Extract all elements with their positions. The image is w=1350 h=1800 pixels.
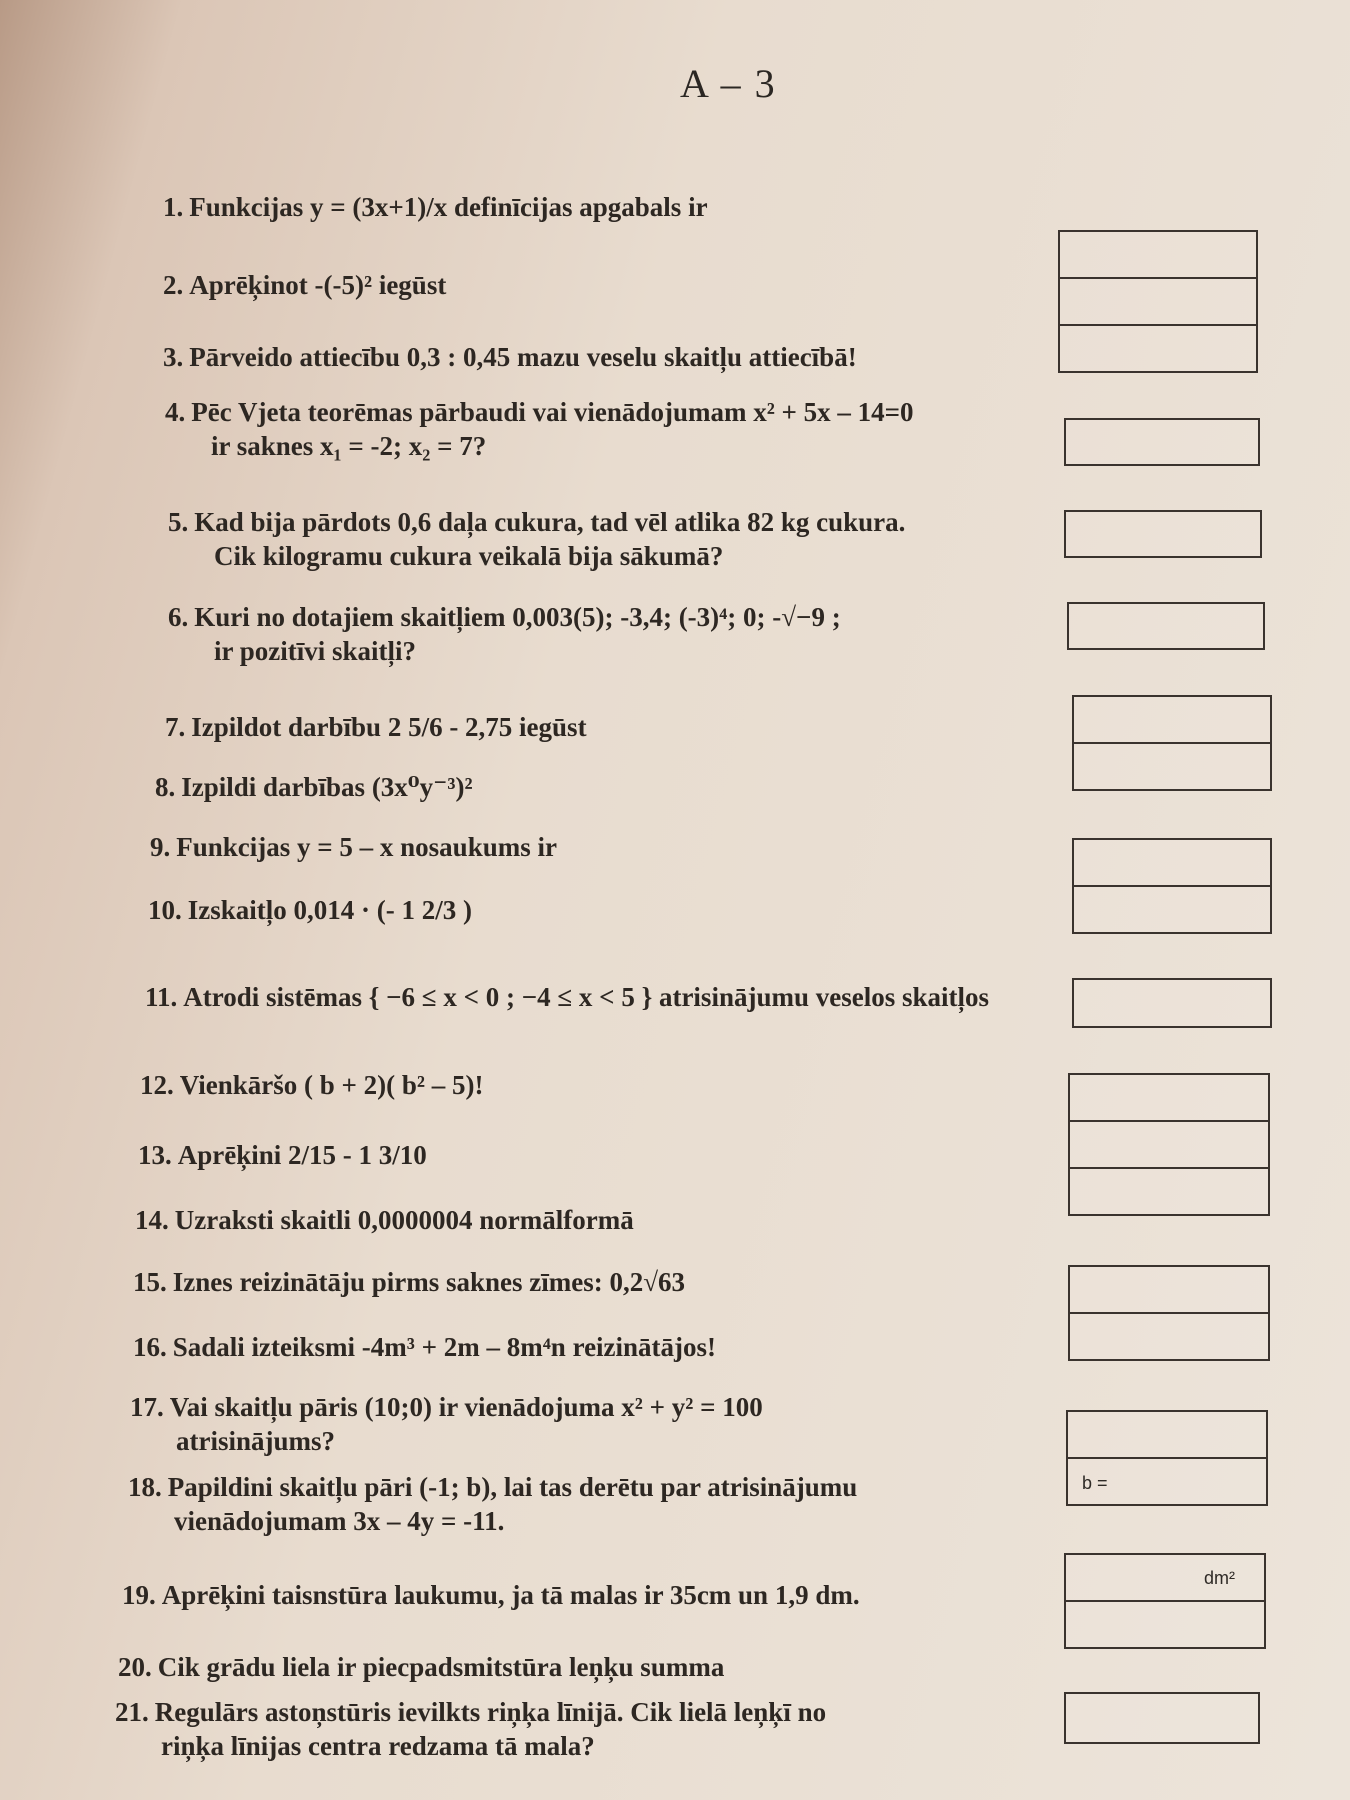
question-number: 7. xyxy=(165,712,186,742)
question-number: 12. xyxy=(140,1070,174,1100)
question-text: Funkcijas y = 5 – x nosaukums ir xyxy=(176,832,557,862)
question-text: Pēc Vjeta teorēmas pārbaudi vai vienādojumam x² + 5x – 14=0 xyxy=(191,397,914,427)
question-9 xyxy=(150,830,557,864)
answer-cell-q2[interactable] xyxy=(1060,279,1256,326)
question-text-continued: ir pozitīvi skaitļi? xyxy=(214,636,417,666)
answer-box-q7-8[interactable] xyxy=(1072,695,1272,791)
question-number: 2. xyxy=(163,270,184,300)
answer-cell-q10[interactable] xyxy=(1074,887,1270,932)
question-number: 1. xyxy=(163,192,184,222)
question-7 xyxy=(165,710,587,744)
question-5 xyxy=(168,505,905,573)
answer-cell-q14[interactable] xyxy=(1070,1169,1268,1214)
question-number: 10. xyxy=(148,895,182,925)
question-16 xyxy=(133,1330,716,1364)
question-number: 9. xyxy=(150,832,171,862)
question-text: Izskaitļo 0,014 · (- 1 2/3 ) xyxy=(187,895,472,925)
question-text-continued: Cik kilogramu cukura veikalā bija sākumā? xyxy=(214,541,724,571)
question-2 xyxy=(163,268,446,302)
question-12 xyxy=(140,1068,483,1102)
question-text: Aprēķini taisnstūra laukumu, ja tā malas ir 35cm un 1,9 dm. xyxy=(161,1580,860,1610)
question-text-continued: riņķa līnijas centra redzama tā mala? xyxy=(161,1731,595,1761)
dm2-label: dm² xyxy=(1204,1568,1235,1588)
question-20 xyxy=(118,1650,724,1684)
question-number: 17. xyxy=(130,1392,164,1422)
answer-cell-q7[interactable] xyxy=(1074,697,1270,744)
answer-box-q9-10[interactable] xyxy=(1072,838,1272,934)
answer-cell-q1[interactable] xyxy=(1060,232,1256,279)
answer-cell-q16[interactable] xyxy=(1070,1314,1268,1359)
question-number: 6. xyxy=(168,602,189,632)
page-title: A – 3 xyxy=(680,61,777,106)
answer-cell-q13[interactable] xyxy=(1070,1122,1268,1169)
answer-box-q12-14[interactable] xyxy=(1068,1073,1270,1216)
question-text: Izpildot darbību 2 5/6 - 2,75 iegūst xyxy=(191,712,587,742)
question-number: 4. xyxy=(165,397,186,427)
question-text: Regulārs astoņstūris ievilkts riņķa līnijā. Cik lielā leņķī no xyxy=(154,1697,827,1727)
question-text: Funkcijas y = (3x+1)/x definīcijas apgabals ir xyxy=(189,192,708,222)
question-14 xyxy=(135,1203,634,1237)
question-8 xyxy=(155,770,473,804)
question-3 xyxy=(163,340,857,374)
question-10 xyxy=(148,893,472,927)
question-15 xyxy=(133,1265,685,1299)
question-17 xyxy=(130,1390,763,1458)
question-number: 18. xyxy=(128,1472,162,1502)
question-text: Izpildi darbības (3x⁰y⁻³)² xyxy=(181,772,473,802)
question-4 xyxy=(165,395,914,463)
question-text: Papildini skaitļu pāri (-1; b), lai tas derētu par atrisinājumu xyxy=(167,1472,858,1502)
question-text: Uzraksti skaitli 0,0000004 normālformā xyxy=(174,1205,634,1235)
question-19 xyxy=(122,1578,860,1612)
question-number: 5. xyxy=(168,507,189,537)
question-text: Kad bija pārdots 0,6 daļa cukura, tad vēl atlika 82 kg cukura. xyxy=(194,507,906,537)
question-21 xyxy=(115,1695,826,1763)
question-18 xyxy=(128,1470,857,1538)
answer-box-q5[interactable] xyxy=(1064,510,1262,558)
answer-cell-q17[interactable] xyxy=(1068,1412,1266,1459)
question-text: Kuri no dotajiem skaitļiem 0,003(5); -3,4; (-3)⁴; 0; -√−9 ; xyxy=(194,602,841,632)
b-label: b = xyxy=(1082,1473,1108,1493)
question-1 xyxy=(163,190,708,224)
question-text-continued: vienādojumam 3x – 4y = -11. xyxy=(174,1506,505,1536)
question-number: 3. xyxy=(163,342,184,372)
question-text: Vai skaitļu pāris (10;0) ir vienādojuma x² + y² = 100 xyxy=(169,1392,763,1422)
question-text: Iznes reizinātāju pirms saknes zīmes: 0,2√63 xyxy=(172,1267,686,1297)
question-number: 13. xyxy=(138,1140,172,1170)
question-number: 15. xyxy=(133,1267,167,1297)
question-number: 19. xyxy=(122,1580,156,1610)
answer-cell-q20[interactable] xyxy=(1066,1602,1264,1647)
question-text: Atrodi sistēmas { −6 ≤ x < 0 ; −4 ≤ x < 5 } atrisinājumu veselos skaitļos xyxy=(183,982,989,1012)
question-text: Pārveido attiecību 0,3 : 0,45 mazu veselu skaitļu attiecībā! xyxy=(189,342,857,372)
answer-box-q1-3[interactable] xyxy=(1058,230,1258,373)
question-text-continued: atrisinājums? xyxy=(176,1426,336,1456)
answer-box-q4[interactable] xyxy=(1064,418,1260,466)
answer-box-q19-20[interactable] xyxy=(1064,1553,1266,1649)
answer-cell-q3[interactable] xyxy=(1060,326,1256,371)
answer-cell-q12[interactable] xyxy=(1070,1075,1268,1122)
question-text-continued: ir saknes x₁ = -2; x₂ = 7? xyxy=(211,431,487,461)
question-text: Sadali izteiksmi -4m³ + 2m – 8m⁴n reizinātājos! xyxy=(172,1332,717,1362)
question-6 xyxy=(168,600,841,668)
question-number: 8. xyxy=(155,772,176,802)
answer-box-q21[interactable] xyxy=(1064,1692,1260,1744)
question-11 xyxy=(145,980,989,1014)
question-number: 20. xyxy=(118,1652,152,1682)
question-number: 14. xyxy=(135,1205,169,1235)
question-number: 16. xyxy=(133,1332,167,1362)
answer-cell-q15[interactable] xyxy=(1070,1267,1268,1314)
question-text: Cik grādu liela ir piecpadsmitstūra leņķu summa xyxy=(157,1652,725,1682)
question-text: Vienkāršo ( b + 2)( b² – 5)! xyxy=(179,1070,484,1100)
answer-cell-q9[interactable] xyxy=(1074,840,1270,887)
question-number: 21. xyxy=(115,1697,149,1727)
answer-box-q6[interactable] xyxy=(1067,602,1265,650)
question-text: Aprēķinot -(-5)² iegūst xyxy=(189,270,447,300)
answer-box-q15-16[interactable] xyxy=(1068,1265,1270,1361)
question-text: Aprēķini 2/15 - 1 3/10 xyxy=(177,1140,427,1170)
question-13 xyxy=(138,1138,427,1172)
answer-cell-q8[interactable] xyxy=(1074,744,1270,789)
answer-box-q11[interactable] xyxy=(1072,978,1272,1028)
question-number: 11. xyxy=(145,982,178,1012)
